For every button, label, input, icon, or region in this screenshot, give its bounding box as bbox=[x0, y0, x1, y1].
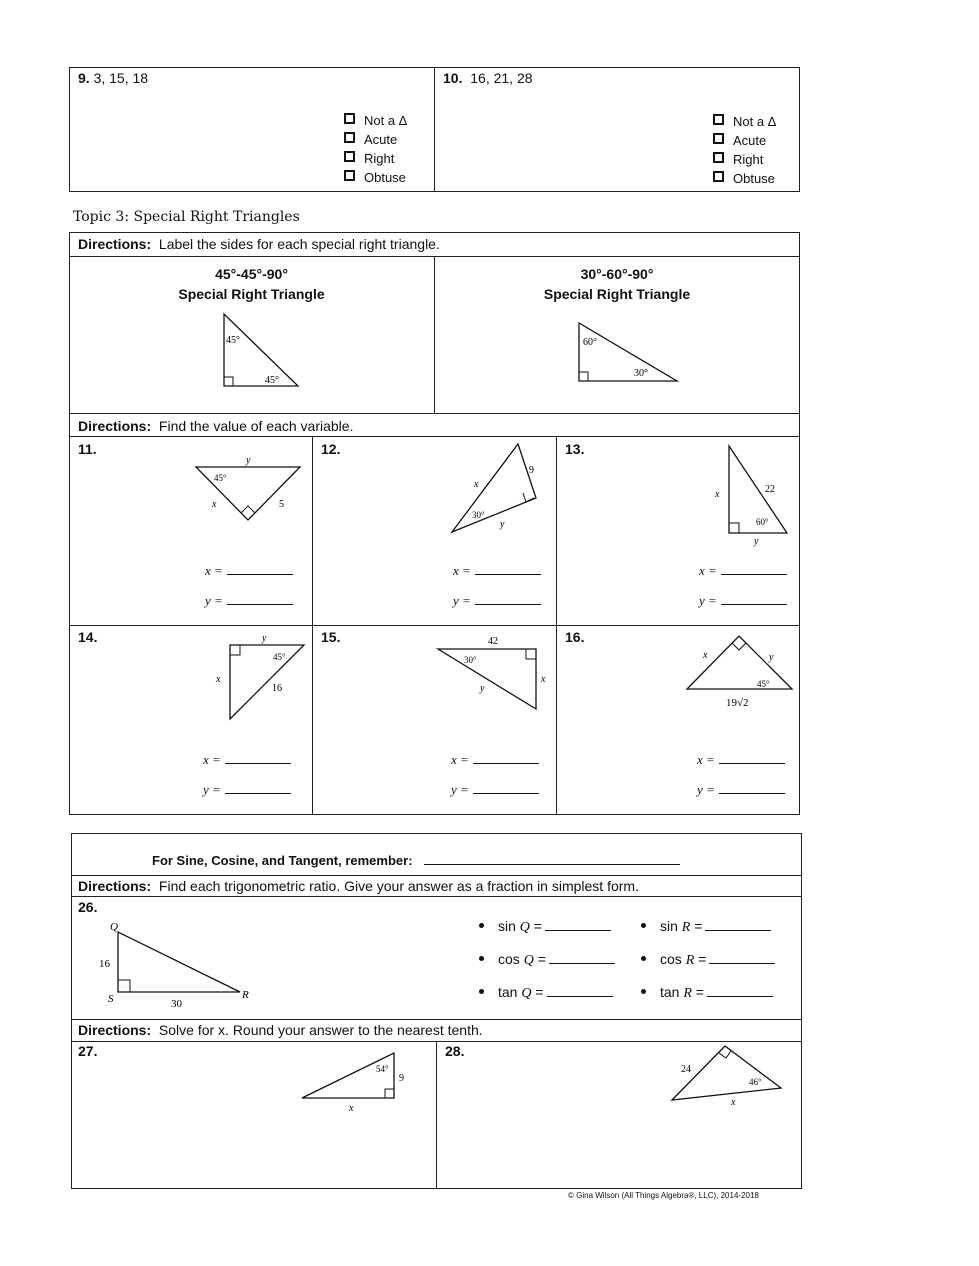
triangle-30-60-90 bbox=[572, 318, 682, 384]
directions-label-sides: Directions: Label the sides for each special right triangle. bbox=[78, 236, 440, 252]
svg-text:y: y bbox=[262, 633, 267, 644]
divider bbox=[312, 436, 313, 815]
option-acute[interactable]: Acute bbox=[344, 130, 407, 149]
checkbox-icon[interactable] bbox=[713, 152, 724, 163]
answer-x-13[interactable]: x = bbox=[699, 563, 787, 579]
angle-label: 60° bbox=[583, 337, 597, 348]
svg-text:16: 16 bbox=[272, 683, 282, 694]
cos-q[interactable]: cos Q = bbox=[479, 951, 615, 969]
svg-text:Q: Q bbox=[110, 921, 118, 933]
divider bbox=[434, 67, 435, 192]
answer-y-12[interactable]: y = bbox=[453, 593, 541, 609]
svg-text:x: x bbox=[212, 499, 217, 510]
svg-text:45°: 45° bbox=[273, 652, 286, 662]
answer-x-12[interactable]: x = bbox=[453, 563, 541, 579]
svg-text:19√2: 19√2 bbox=[726, 697, 749, 709]
options-9 bbox=[344, 111, 407, 187]
svg-text:30°: 30° bbox=[472, 510, 485, 520]
svg-text:R: R bbox=[242, 989, 249, 1001]
svg-text:x: x bbox=[541, 674, 546, 685]
svg-text:24: 24 bbox=[681, 1064, 691, 1075]
svg-text:45°: 45° bbox=[214, 473, 227, 483]
side-lengths: 16, 21, 28 bbox=[470, 70, 533, 86]
problem-number-11: 11. bbox=[78, 441, 97, 457]
triangle-27 bbox=[298, 1050, 413, 1116]
problem-9 bbox=[78, 70, 148, 86]
triangle-11 bbox=[190, 452, 310, 524]
answer-y-15[interactable]: y = bbox=[451, 782, 539, 798]
svg-text:x: x bbox=[731, 1097, 736, 1108]
special-45-title: 45°-45°-90° Special Right Triangle bbox=[178, 266, 325, 302]
svg-text:x: x bbox=[715, 489, 720, 500]
checkbox-icon[interactable] bbox=[344, 151, 355, 162]
answer-x-11[interactable]: x = bbox=[205, 563, 293, 579]
problem-number-28: 28. bbox=[445, 1043, 465, 1059]
directions-trig: Directions: Find each trigonometric ratio. Give your answer as a fraction in simplest form. bbox=[78, 878, 639, 894]
options-10 bbox=[713, 112, 776, 188]
directions-solve: Directions: Solve for x. Round your answer to the nearest tenth. bbox=[78, 1022, 483, 1038]
svg-text:22: 22 bbox=[765, 484, 775, 495]
problem-number-16: 16. bbox=[565, 629, 585, 645]
special-30-title: 30°-60°-90° Special Right Triangle bbox=[543, 266, 691, 302]
option-right[interactable]: Right bbox=[713, 150, 776, 169]
problem-number: 10. bbox=[443, 70, 463, 86]
problem-number-15: 15. bbox=[321, 629, 341, 645]
option-obtuse[interactable]: Obtuse bbox=[713, 169, 776, 188]
problem-number-12: 12. bbox=[321, 441, 341, 457]
svg-text:y: y bbox=[480, 683, 485, 694]
svg-text:9: 9 bbox=[399, 1073, 404, 1084]
remember-blank[interactable] bbox=[424, 864, 680, 865]
svg-text:y: y bbox=[246, 455, 251, 466]
triangle-13 bbox=[710, 442, 800, 548]
option-obtuse[interactable]: Obtuse bbox=[344, 168, 407, 187]
side-lengths: 3, 15, 18 bbox=[93, 70, 149, 86]
svg-text:30°: 30° bbox=[464, 655, 477, 665]
problem-number: 9. bbox=[78, 70, 90, 86]
divider bbox=[69, 436, 800, 437]
svg-text:x: x bbox=[474, 479, 479, 490]
divider bbox=[71, 875, 802, 876]
svg-text:45°: 45° bbox=[757, 679, 770, 689]
svg-text:x: x bbox=[349, 1103, 354, 1114]
divider bbox=[436, 1041, 437, 1189]
triangle-12 bbox=[446, 440, 546, 536]
cos-r[interactable]: cos R = bbox=[641, 951, 775, 969]
divider bbox=[69, 413, 800, 414]
svg-text:54°: 54° bbox=[376, 1064, 389, 1074]
option-not-triangle[interactable]: Not a Δ bbox=[344, 111, 407, 130]
angle-label: 45° bbox=[265, 375, 279, 386]
divider bbox=[71, 1019, 802, 1020]
checkbox-icon[interactable] bbox=[713, 171, 724, 182]
svg-text:y: y bbox=[500, 519, 505, 530]
svg-text:x: x bbox=[703, 650, 708, 661]
svg-text:y: y bbox=[754, 536, 759, 547]
answer-y-14[interactable]: y = bbox=[203, 782, 291, 798]
option-acute[interactable]: Acute bbox=[713, 131, 776, 150]
svg-text:16: 16 bbox=[99, 958, 110, 970]
svg-text:5: 5 bbox=[279, 499, 284, 510]
problem-number-14: 14. bbox=[78, 629, 98, 645]
checkbox-icon[interactable] bbox=[713, 114, 724, 125]
divider bbox=[69, 625, 800, 626]
checkbox-icon[interactable] bbox=[344, 132, 355, 143]
triangle-28 bbox=[668, 1040, 786, 1112]
angle-label: 30° bbox=[634, 368, 648, 379]
directions-find-variable: Directions: Find the value of each variable. bbox=[78, 418, 354, 434]
divider bbox=[71, 896, 802, 897]
copyright: © Gina Wilson (All Things Algebra®, LLC), 2014-2018 bbox=[568, 1191, 759, 1200]
svg-text:42: 42 bbox=[488, 636, 498, 647]
triangle-16 bbox=[682, 630, 798, 712]
checkbox-icon[interactable] bbox=[713, 133, 724, 144]
answer-y-13[interactable]: y = bbox=[699, 593, 787, 609]
problem-number-13: 13. bbox=[565, 441, 585, 457]
sin-q[interactable]: sin Q = bbox=[479, 918, 611, 936]
svg-text:60°: 60° bbox=[756, 517, 769, 527]
answer-x-16[interactable]: x = bbox=[697, 752, 785, 768]
answer-y-11[interactable]: y = bbox=[205, 593, 293, 609]
svg-text:30: 30 bbox=[171, 998, 182, 1010]
answer-y-16[interactable]: y = bbox=[697, 782, 785, 798]
problem-10 bbox=[443, 70, 533, 86]
triangle-45-45-90 bbox=[215, 308, 305, 390]
svg-text:9: 9 bbox=[529, 465, 534, 476]
triangle-15 bbox=[432, 630, 552, 712]
problem-number-26: 26. bbox=[78, 899, 98, 915]
checkbox-icon[interactable] bbox=[344, 113, 355, 124]
topic-heading: Topic 3: Special Right Triangles bbox=[73, 209, 300, 225]
answer-x-15[interactable]: x = bbox=[451, 752, 539, 768]
problem-number-27: 27. bbox=[78, 1043, 98, 1059]
remember-line: For Sine, Cosine, and Tangent, remember: bbox=[152, 853, 680, 868]
svg-text:46°: 46° bbox=[749, 1077, 762, 1087]
checkbox-icon[interactable] bbox=[344, 170, 355, 181]
triangle-14 bbox=[210, 630, 310, 722]
triangle-26 bbox=[92, 918, 262, 1010]
answer-x-14[interactable]: x = bbox=[203, 752, 291, 768]
svg-text:y: y bbox=[769, 652, 774, 663]
option-right[interactable]: Right bbox=[344, 149, 407, 168]
tan-q[interactable]: tan Q = bbox=[479, 984, 613, 1002]
option-not-triangle[interactable]: Not a Δ bbox=[713, 112, 776, 131]
sin-r[interactable]: sin R = bbox=[641, 918, 771, 936]
angle-label: 45° bbox=[226, 335, 240, 346]
svg-text:x: x bbox=[216, 674, 221, 685]
tan-r[interactable]: tan R = bbox=[641, 984, 773, 1002]
svg-text:S: S bbox=[108, 993, 114, 1005]
divider bbox=[556, 436, 557, 815]
